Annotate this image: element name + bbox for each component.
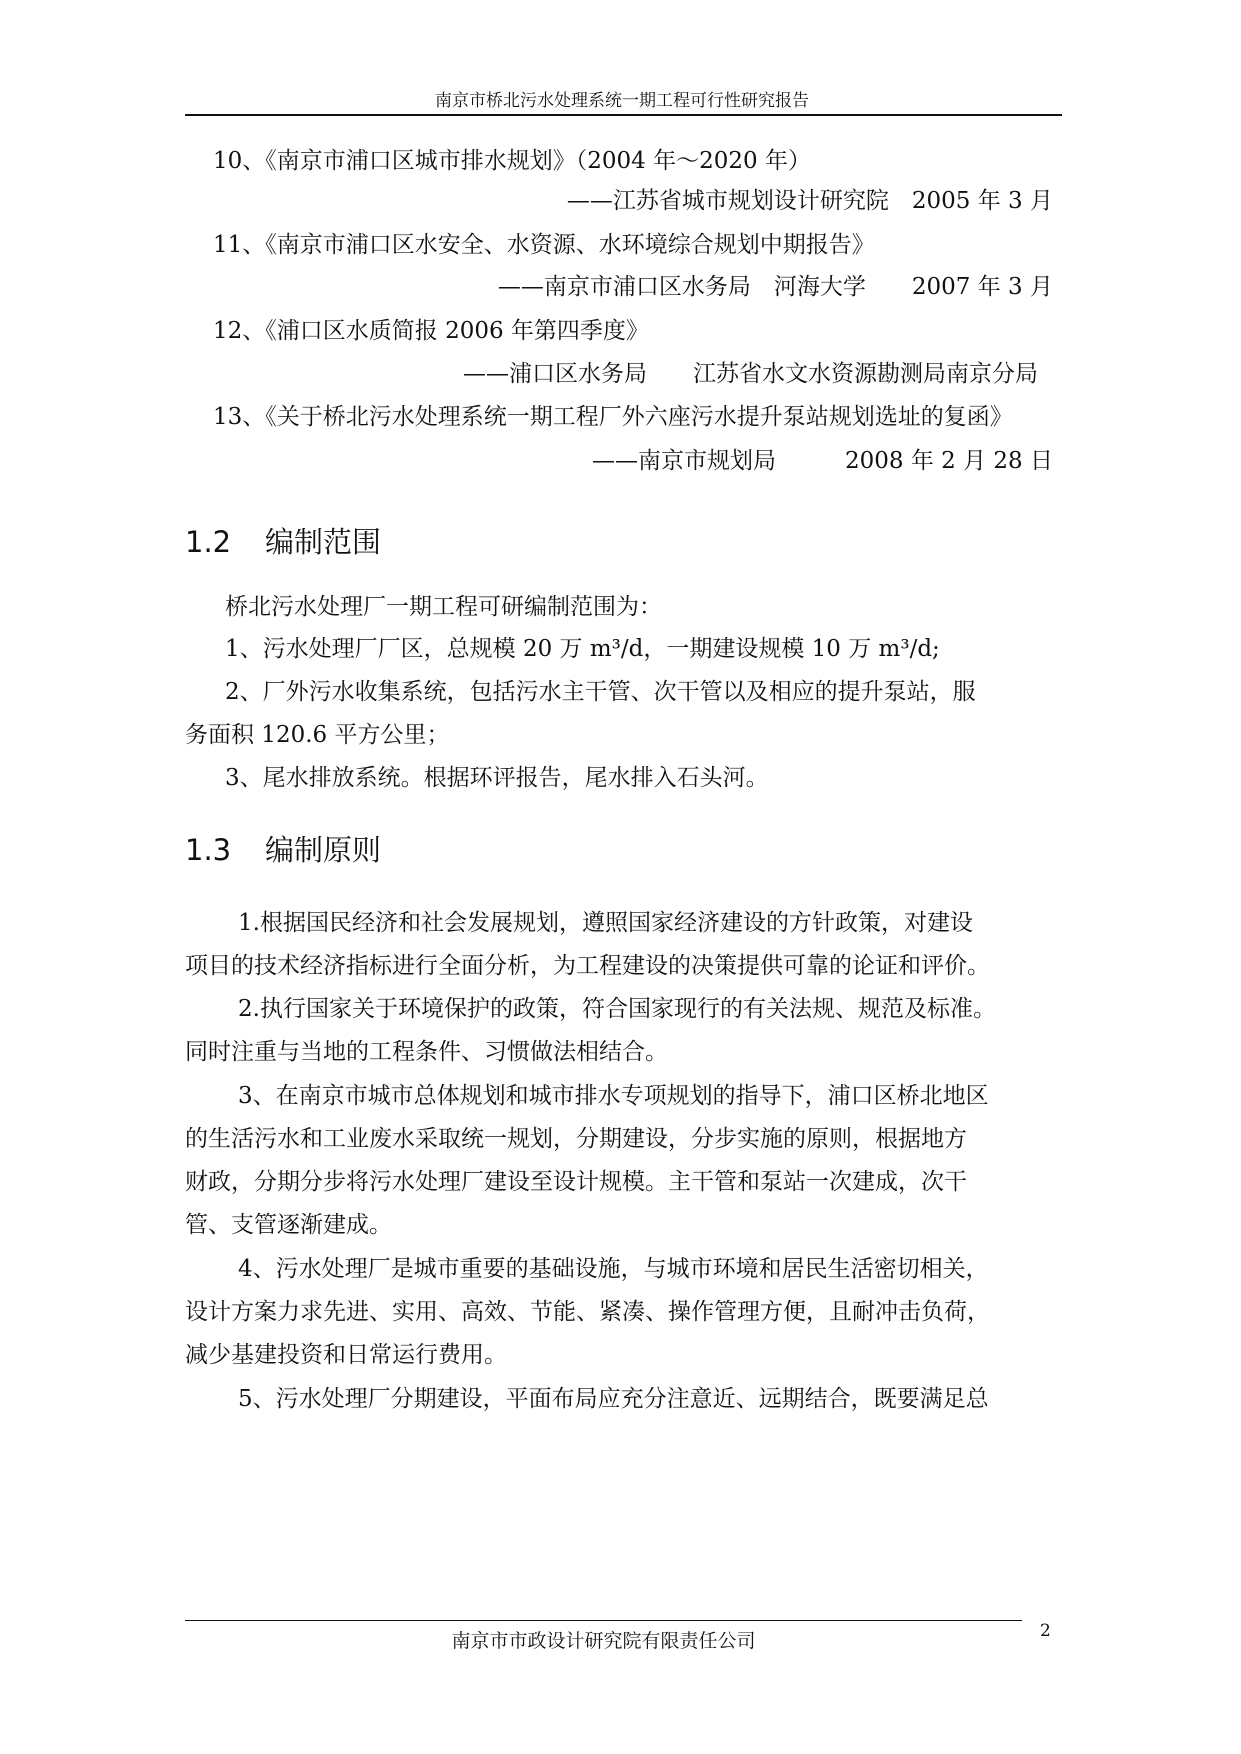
header-divider bbox=[185, 114, 1062, 116]
paragraph-line: 5、污水处理厂分期建设，平面布局应充分注意近、远期结合，既要满足总 bbox=[238, 1386, 989, 1412]
paragraph-line: 减少基建投资和日常运行费用。 bbox=[185, 1342, 507, 1368]
reference-source: ——南京市规划局 2008 年 2 月 28 日 bbox=[592, 448, 1053, 474]
paragraph-line: 3、在南京市城市总体规划和城市排水专项规划的指导下，浦口区桥北地区 bbox=[238, 1083, 989, 1109]
reference-title: 12、《浦口区水质简报 2006 年第四季度》 bbox=[213, 318, 649, 344]
paragraph-line: 同时注重与当地的工程条件、习惯做法相结合。 bbox=[185, 1039, 668, 1065]
footer-organization: 南京市市政设计研究院有限责任公司 bbox=[451, 1630, 756, 1652]
section-heading bbox=[185, 524, 381, 560]
paragraph-line: 2.执行国家关于环境保护的政策，符合国家现行的有关法规、规范及标准。 bbox=[238, 996, 996, 1022]
paragraph-line: 项目的技术经济指标进行全面分析，为工程建设的决策提供可靠的论证和评价。 bbox=[185, 953, 990, 979]
reference-title: 11、《南京市浦口区水安全、水资源、水环境综合规划中期报告》 bbox=[213, 232, 875, 258]
reference-source: ——浦口区水务局 江苏省水文水资源勘测局南京分局 bbox=[463, 361, 1038, 387]
section-number: 1.2 bbox=[185, 525, 232, 559]
paragraph-line: 设计方案力求先进、实用、高效、节能、紧凑、操作管理方便，且耐冲击负荷， bbox=[185, 1299, 990, 1325]
paragraph-line: 管、支管逐渐建成。 bbox=[185, 1212, 392, 1238]
footer-divider bbox=[185, 1620, 1022, 1621]
paragraph-line: 2、厂外污水收集系统，包括污水主干管、次干管以及相应的提升泵站，服 bbox=[225, 679, 976, 705]
paragraph-line: 的生活污水和工业废水采取统一规划，分期建设，分步实施的原则，根据地方 bbox=[185, 1126, 967, 1152]
paragraph-line: 4、污水处理厂是城市重要的基础设施，与城市环境和居民生活密切相关， bbox=[238, 1256, 989, 1282]
paragraph-line: 桥北污水处理厂一期工程可研编制范围为： bbox=[225, 594, 662, 620]
reference-title: 13、《关于桥北污水处理系统一期工程厂外六座污水提升泵站规划选址的复函》 bbox=[213, 404, 1013, 430]
paragraph-line: 3、尾水排放系统。根据环评报告，尾水排入石头河。 bbox=[225, 765, 769, 791]
page-number: 2 bbox=[1040, 1621, 1051, 1641]
reference-source: ——南京市浦口区水务局 河海大学 2007 年 3 月 bbox=[497, 274, 1053, 300]
paragraph-line: 1、污水处理厂厂区，总规模 20 万 m³/d，一期建设规模 10 万 m³/d; bbox=[225, 636, 940, 662]
reference-source: ——江苏省城市规划设计研究院 2005 年 3 月 bbox=[566, 188, 1053, 214]
section-title: 编制范围 bbox=[265, 525, 382, 559]
running-header: 南京市桥北污水处理系统一期工程可行性研究报告 bbox=[435, 91, 809, 111]
paragraph-line: 1.根据国民经济和社会发展规划，遵照国家经济建设的方针政策，对建设 bbox=[238, 910, 973, 936]
section-title: 编制原则 bbox=[265, 833, 382, 867]
paragraph-line: 务面积 120.6 平方公里； bbox=[185, 722, 450, 748]
reference-title: 10、《南京市浦口区城市排水规划》（2004 年～2020 年） bbox=[213, 148, 811, 174]
section-number: 1.3 bbox=[185, 833, 232, 867]
section-heading bbox=[185, 832, 381, 868]
paragraph-line: 财政，分期分步将污水处理厂建设至设计规模。主干管和泵站一次建成，次干 bbox=[185, 1169, 967, 1195]
